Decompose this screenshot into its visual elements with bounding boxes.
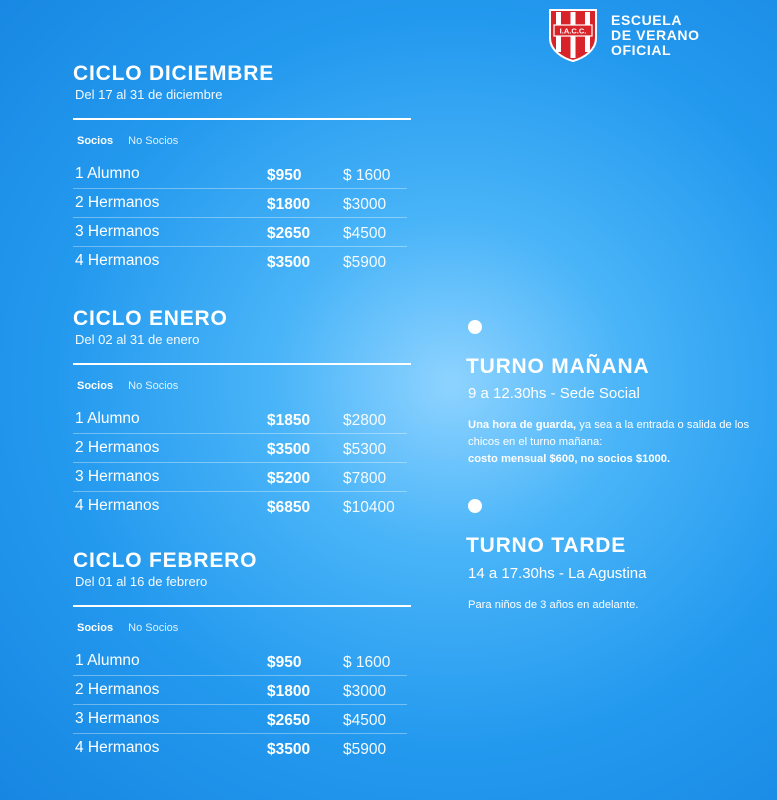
turno-tarde (466, 498, 756, 618)
price-no-socio: $5900 (343, 254, 387, 271)
brand-line-2: DE VERANO (611, 27, 700, 43)
turno-manana (466, 318, 756, 468)
price-no-socio: $4500 (343, 712, 387, 729)
bullet-dot-icon (468, 499, 482, 513)
row-label: 4 Hermanos (75, 252, 160, 269)
row-label: 4 Hermanos (75, 739, 160, 756)
turno-title: TURNO MAÑANA (466, 355, 650, 378)
divider (73, 118, 411, 120)
brand-logo (548, 8, 748, 64)
row-label: 3 Hermanos (75, 223, 160, 240)
price-socio: $2650 (267, 225, 311, 242)
price-socio: $5200 (267, 470, 311, 487)
price-table (73, 647, 407, 762)
row-label: 4 Hermanos (75, 497, 160, 514)
table-row (73, 705, 407, 734)
price-no-socio: $5300 (343, 441, 387, 458)
table-row (73, 492, 407, 520)
row-label: 1 Alumno (75, 165, 140, 182)
cycle-title: CICLO DICIEMBRE (73, 62, 274, 85)
row-label: 2 Hermanos (75, 681, 160, 698)
cycle-title: CICLO ENERO (73, 307, 228, 330)
table-row (73, 676, 407, 705)
price-tabs (77, 380, 178, 392)
cycle-dates: Del 02 al 31 de enero (75, 332, 200, 347)
club-shield-icon (548, 8, 598, 62)
price-socio: $2650 (267, 712, 311, 729)
tab-socios[interactable]: Socios (77, 622, 114, 634)
price-table (73, 160, 407, 275)
price-tabs (77, 622, 178, 634)
note-bold-cost: costo mensual $600, no socios $1000. (468, 453, 671, 465)
tab-socios[interactable]: Socios (77, 135, 114, 147)
note-text: ya sea a la entrada o salida de los chicos en el turno mañana: (468, 419, 750, 448)
price-socio: $1800 (267, 196, 311, 213)
turno-note (468, 417, 768, 468)
price-socio: $950 (267, 654, 302, 671)
price-socio: $3500 (267, 441, 311, 458)
table-row (73, 734, 407, 762)
price-table (73, 405, 407, 520)
price-socio: $3500 (267, 741, 311, 758)
price-socio: $1850 (267, 412, 311, 429)
price-socio: $950 (267, 167, 302, 184)
tab-no-socios[interactable]: No Socios (128, 135, 179, 147)
price-no-socio: $2800 (343, 412, 387, 429)
cycle-diciembre (73, 62, 413, 271)
table-row (73, 218, 407, 247)
turno-schedule: 14 a 17.30hs - La Agustina (468, 565, 647, 582)
table-row (73, 434, 407, 463)
price-socio: $1800 (267, 683, 311, 700)
table-row (73, 160, 407, 189)
divider (73, 605, 411, 607)
shield-letters: I.A.C.C. (559, 26, 587, 36)
price-socio: $3500 (267, 254, 311, 271)
price-no-socio: $3000 (343, 683, 387, 700)
brand-line-1: ESCUELA (611, 12, 683, 28)
price-no-socio: $5900 (343, 741, 387, 758)
price-no-socio: $ 1600 (343, 654, 391, 671)
cycle-enero (73, 307, 413, 516)
table-row (73, 405, 407, 434)
turno-note: Para niños de 3 años en adelante. (468, 599, 639, 611)
row-label: 1 Alumno (75, 652, 140, 669)
price-no-socio: $7800 (343, 470, 387, 487)
table-row (73, 647, 407, 676)
tab-no-socios[interactable]: No Socios (128, 622, 179, 634)
tab-socios[interactable]: Socios (77, 380, 114, 392)
price-no-socio: $4500 (343, 225, 387, 242)
note-bold-lead: Una hora de guarda, (468, 419, 577, 431)
row-label: 2 Hermanos (75, 194, 160, 211)
turno-title: TURNO TARDE (466, 534, 627, 557)
row-label: 2 Hermanos (75, 439, 160, 456)
table-row (73, 247, 407, 275)
price-no-socio: $10400 (343, 499, 395, 516)
cycle-title: CICLO FEBRERO (73, 549, 258, 572)
cycle-dates: Del 01 al 16 de febrero (75, 574, 208, 589)
bullet-dot-icon (468, 320, 482, 334)
cycle-dates: Del 17 al 31 de diciembre (75, 87, 223, 102)
table-row (73, 189, 407, 218)
price-no-socio: $3000 (343, 196, 387, 213)
cycle-febrero (73, 549, 413, 758)
brand-line-3: OFICIAL (611, 42, 672, 58)
row-label: 1 Alumno (75, 410, 140, 427)
divider (73, 363, 411, 365)
price-no-socio: $ 1600 (343, 167, 391, 184)
price-tabs (77, 135, 178, 147)
row-label: 3 Hermanos (75, 468, 160, 485)
tab-no-socios[interactable]: No Socios (128, 380, 179, 392)
price-socio: $6850 (267, 499, 311, 516)
turno-schedule: 9 a 12.30hs - Sede Social (468, 385, 640, 402)
table-row (73, 463, 407, 492)
row-label: 3 Hermanos (75, 710, 160, 727)
